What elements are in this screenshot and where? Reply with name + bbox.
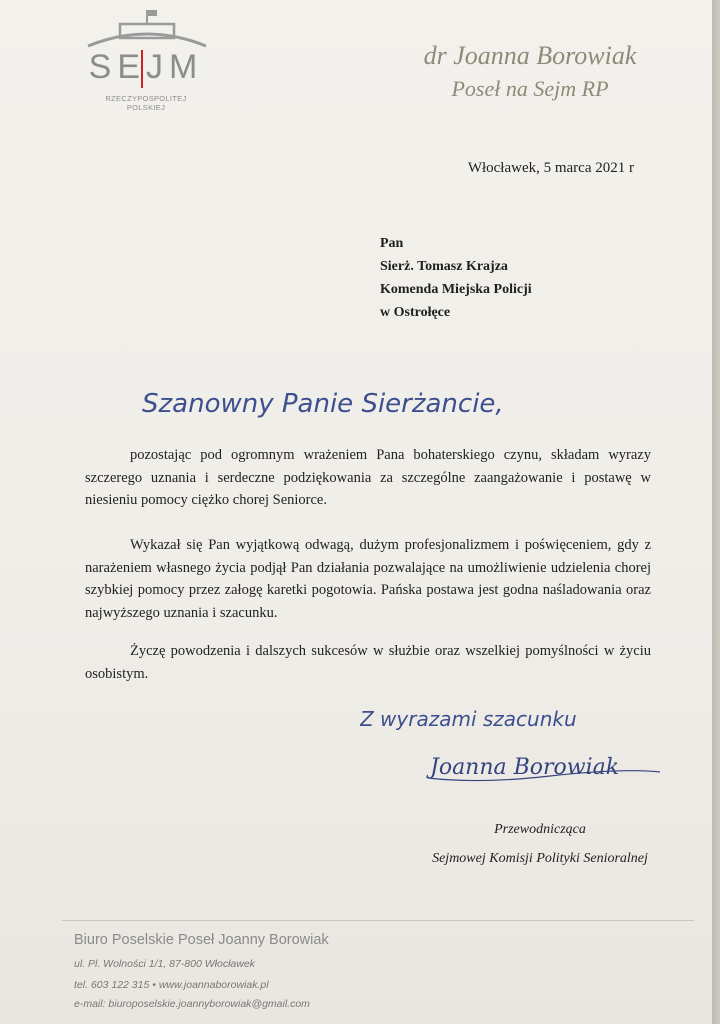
svg-text:Joanna Borowiak: Joanna Borowiak xyxy=(430,755,620,780)
recipient-line: w Ostrołęce xyxy=(380,305,451,320)
footer-address: ul. Pl. Wolności 1/1, 87-800 Włocławek xyxy=(74,958,255,970)
svg-text:Szanowny Panie Sierżancie,: Szanowny Panie Sierżancie, xyxy=(142,389,504,419)
header-title: Poseł na Sejm RP xyxy=(451,76,609,101)
signatory-committee: Sejmowej Komisji Polityki Senioralnej xyxy=(432,851,648,866)
footer-contact: tel. 603 122 315 • www.joannaborowiak.pl xyxy=(74,979,269,991)
recipient-line: Pan xyxy=(380,236,404,251)
letter-date: Włocławek, 5 marca 2021 r xyxy=(467,160,634,176)
recipient-line: Komenda Miejska Policji xyxy=(380,282,532,297)
signature xyxy=(420,740,670,790)
svg-text:Z wyrazami szacunku: Z wyrazami szacunku xyxy=(360,707,577,731)
footer-email: e-mail: biuroposelskie.joannyborowiak@gmail.com xyxy=(74,998,310,1010)
page-edge xyxy=(712,0,720,1024)
body-paragraph xyxy=(85,640,651,685)
paragraph-text: Wykazał się Pan wyjątkową odwagą, dużym profesjonalizmem i poświęceniem, gdy z narażeniem własnego życia podjął Pan działania pozwalające na umożliwienie udzielenia chorej szybkiej pomocy przez załogę karetki pogotowia. Pańska postawa jest godna naśladowania oraz najwyższego uznania i szacunku. xyxy=(85,537,651,621)
body-paragraph xyxy=(85,444,651,512)
recipient-line: Sierż. Tomasz Krajza xyxy=(380,259,508,274)
body-paragraph xyxy=(85,534,651,624)
handwritten-closing xyxy=(360,698,650,738)
signatory-block xyxy=(400,815,680,873)
footer-divider xyxy=(62,920,694,921)
signatory-role: Przewodnicząca xyxy=(494,822,586,837)
logo-text: SEJM xyxy=(88,48,204,86)
paragraph-text: Życzę powodzenia i dalszych sukcesów w służbie oraz wszelkiej pomyślności w życiu osobistym. xyxy=(85,643,651,682)
handwritten-salutation xyxy=(142,378,522,428)
logo-subtext: RZECZYPOSPOLITEJ POLSKIEJ xyxy=(105,94,187,112)
recipient-address xyxy=(380,232,532,324)
paragraph-text: pozostając pod ogromnym wrażeniem Pana bohaterskiego czynu, składam wyrazy szczerego uznania i serdeczne podziękowania za szczególne zaangażowanie i postawę w niesieniu pomocy ciężko chorej Seniorce. xyxy=(85,447,651,508)
header-name: dr Joanna Borowiak xyxy=(423,41,637,70)
footer-title: Biuro Poselskie Poseł Joanny Borowiak xyxy=(74,932,329,948)
